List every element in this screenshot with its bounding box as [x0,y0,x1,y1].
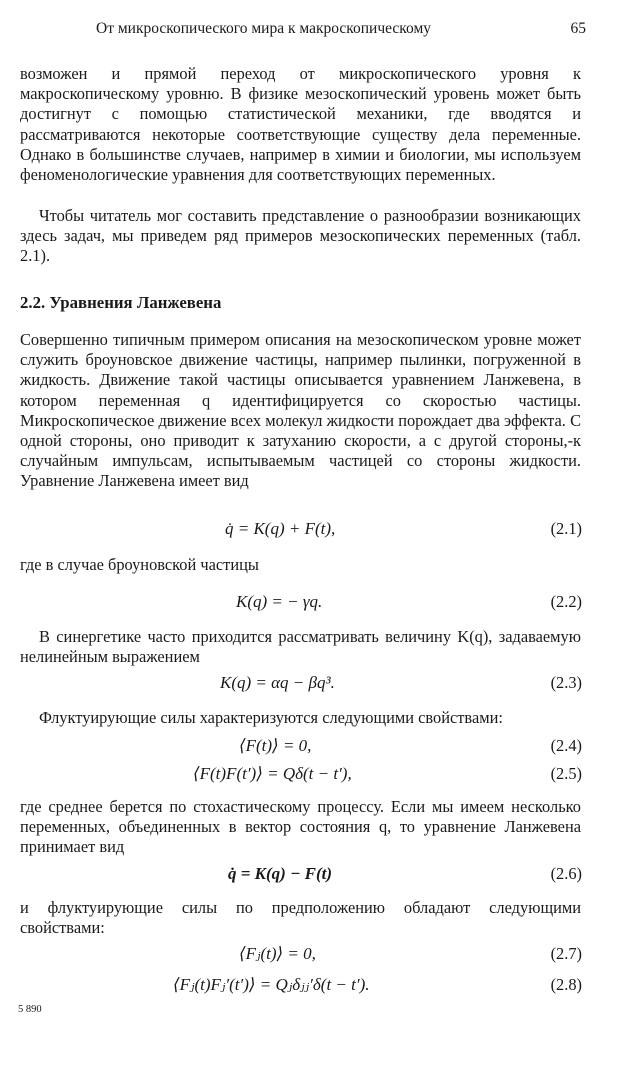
equation-2-7 [0,944,582,966]
equation-expr: ⟨F(t)F(t′)⟩ = Qδ(t − t′), [193,764,352,783]
paragraph-8: и флуктуирующие силы по предположению обладают следующими свойствами: [20,898,581,938]
equation-2-2 [0,592,582,614]
paragraph-6: Флуктуирующие силы характеризуются следующими свойствами: [39,708,503,727]
equation-expr: ⟨Fⱼ(t)Fⱼ′(t′)⟩ = Qⱼδⱼⱼ′δ(t − t′). [173,975,370,994]
equation-expr: ⟨F(t)⟩ = 0, [239,736,312,755]
equation-2-3 [0,673,582,695]
equation-expr: q̇ = K(q) + F(t), [225,519,336,538]
equation-number: (2.1) [550,519,582,538]
section-title: 2.2. Уравнения Ланжевена [20,293,222,312]
page-header [96,20,586,38]
paragraph-7: где среднее берется по стохастическому процессу. Если мы имеем несколько переменных, объединенных в вектор состояния q, то уравнение Ланжевена принимает вид [20,797,581,857]
equation-2-4 [0,736,582,758]
equation-expr: ⟨Fⱼ(t)⟩ = 0, [239,944,316,963]
equation-number: (2.6) [550,864,582,883]
page-number: 65 [570,20,586,37]
equation-expr: K(q) = − γq. [236,592,323,611]
paragraph-1: возможен и прямой переход от микроскопического уровня к макроскопическому уровню. В физике мезоскопический уровень может быть достигнут с помощью статистической механики, где вводятся и рассматриваются некоторые соответствующие существу дела переменные. Однако в большинстве случаев, например в химии и биологии, мы используем феноменологические уравнения для соответствующих переменных. [20,64,581,185]
signature-mark: 5 890 [18,1004,42,1015]
running-title: От микроскопического мира к макроскопическому [96,20,432,37]
equation-expr: K(q) = αq − βq³. [220,673,335,692]
equation-number: (2.5) [550,764,582,783]
equation-number: (2.4) [550,736,582,755]
paragraph-5: В синергетике часто приходится рассматривать величину K(q), задаваемую нелинейным выражением [20,627,581,667]
equation-number: (2.2) [550,592,582,611]
equation-2-1 [0,519,582,541]
equation-2-5 [0,764,582,786]
equation-expr: q̇ = K(q) − F(t) [228,864,333,883]
equation-2-6 [0,864,582,886]
paragraph-2: Чтобы читатель мог составить представление о разнообразии возникающих здесь задач, мы приведем ряд примеров мезоскопических переменных (табл. 2.1). [20,206,581,266]
equation-number: (2.7) [550,944,582,963]
paragraph-4: где в случае броуновской частицы [20,555,259,574]
paragraph-3: Совершенно типичным примером описания на мезоскопическом уровне может служить броуновское движение частицы, например пылинки, погруженной в жидкость. Движение такой частицы описывается уравнением Ланжевена, в котором переменная q идентифицируется со скоростью частицы. Микроскопическое движение всех молекул жидкости порождает два эффекта. С одной стороны, оно приводит к затуханию скорости, а с другой стороны,-к случайным импульсам, испытываемым частицей со стороны жидкости. Уравнение Ланжевена имеет вид [20,330,581,491]
equation-2-8 [0,975,582,997]
equation-number: (2.8) [550,975,582,994]
equation-number: (2.3) [550,673,582,692]
